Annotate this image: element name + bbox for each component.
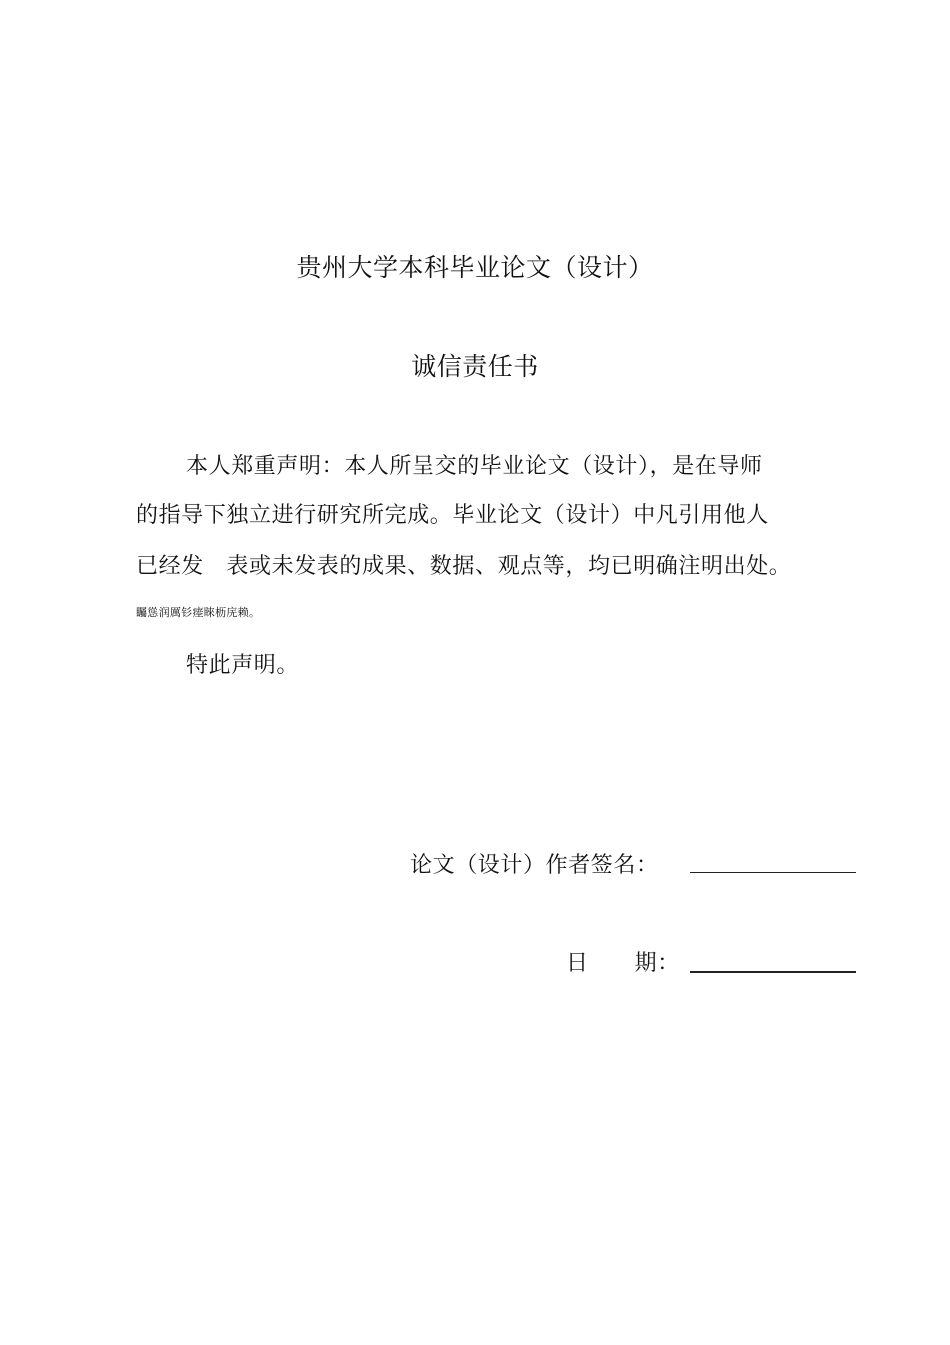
closing-statement: 特此声明。: [186, 653, 300, 678]
date-label: [566, 946, 680, 977]
date-label-char-2: 期：: [634, 951, 680, 976]
signature-line: [690, 872, 856, 873]
document-title: 贵州大学本科毕业论文（设计）: [296, 253, 654, 282]
garbled-text: 矚慫润厲钐瘗睞枥庑赖。: [136, 606, 261, 619]
date-line: [690, 971, 856, 973]
paragraph-line-3: 已经发 表或未发表的成果、数据、观点等，均已明确注明出处。: [136, 554, 792, 579]
paragraph-line-1: 本人郑重声明：本人所呈交的毕业论文（设计），是在导师: [186, 454, 763, 479]
signature-label: 论文（设计）作者签名：: [410, 853, 659, 878]
paragraph-line-2: 的指导下独立进行研究所完成。毕业论文（设计）中凡引用他人: [136, 503, 769, 528]
document-subtitle: 诚信责任书: [411, 352, 539, 381]
date-label-char-1: 日: [566, 951, 589, 976]
